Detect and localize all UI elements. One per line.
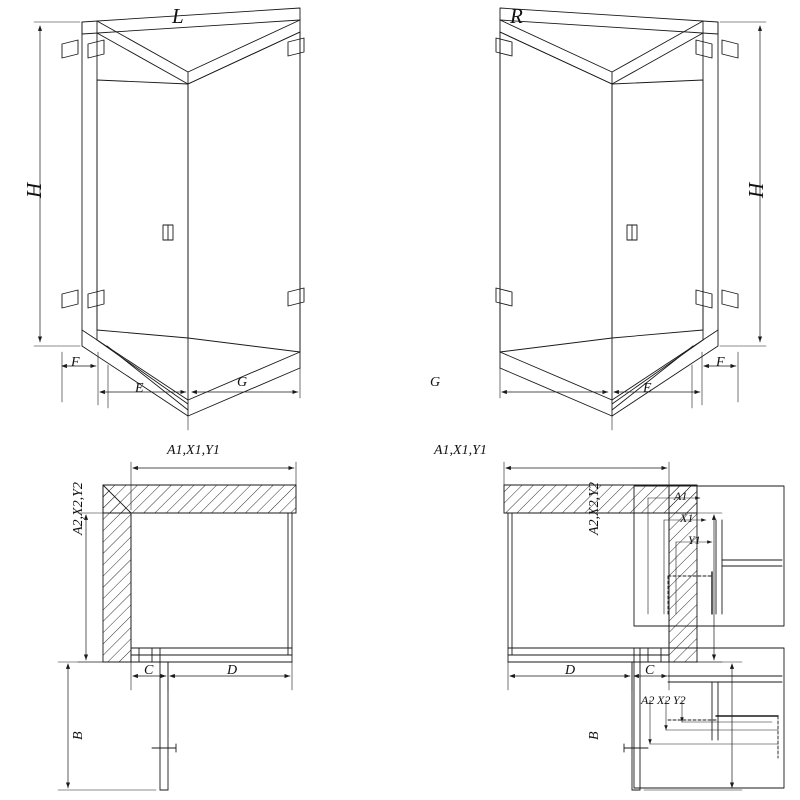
plan-view-left [58, 462, 296, 790]
iso-view-right [496, 4, 766, 430]
label-B-right: B [587, 731, 602, 740]
detail-bottom-right [634, 648, 784, 788]
label-E-left: E [135, 381, 144, 396]
label-plan-side-left: A2,X2,Y2 [71, 482, 86, 535]
label-C-left: C [144, 663, 154, 678]
label-detail-X2: X2 [657, 693, 671, 707]
label-plan-top-right: A1,X1,Y1 [434, 443, 487, 458]
label-F-right: F [716, 355, 725, 370]
label-D-right: D [565, 663, 576, 678]
label-plan-side-right: A2,X2,Y2 [587, 482, 602, 535]
label-detail-Y2: Y2 [673, 693, 686, 707]
label-E-right: E [643, 381, 652, 396]
label-F-left: F [71, 355, 80, 370]
label-G-left: G [237, 375, 248, 390]
label-plan-top-left: A1,X1,Y1 [167, 443, 220, 458]
label-D-left: D [227, 663, 238, 678]
label-detail-Y1: Y1 [688, 533, 701, 547]
label-detail-A1: A1 [674, 489, 688, 503]
label-height-left: H [22, 182, 46, 198]
label-B-left: B [71, 731, 86, 740]
label-variant-left: L [172, 4, 184, 28]
label-variant-right: R [510, 4, 523, 28]
label-G-right: G [430, 375, 441, 390]
label-height-right: H [744, 182, 768, 198]
label-detail-A2: A2 [641, 693, 655, 707]
label-detail-X1: X1 [680, 511, 694, 525]
label-C-right: C [645, 663, 655, 678]
